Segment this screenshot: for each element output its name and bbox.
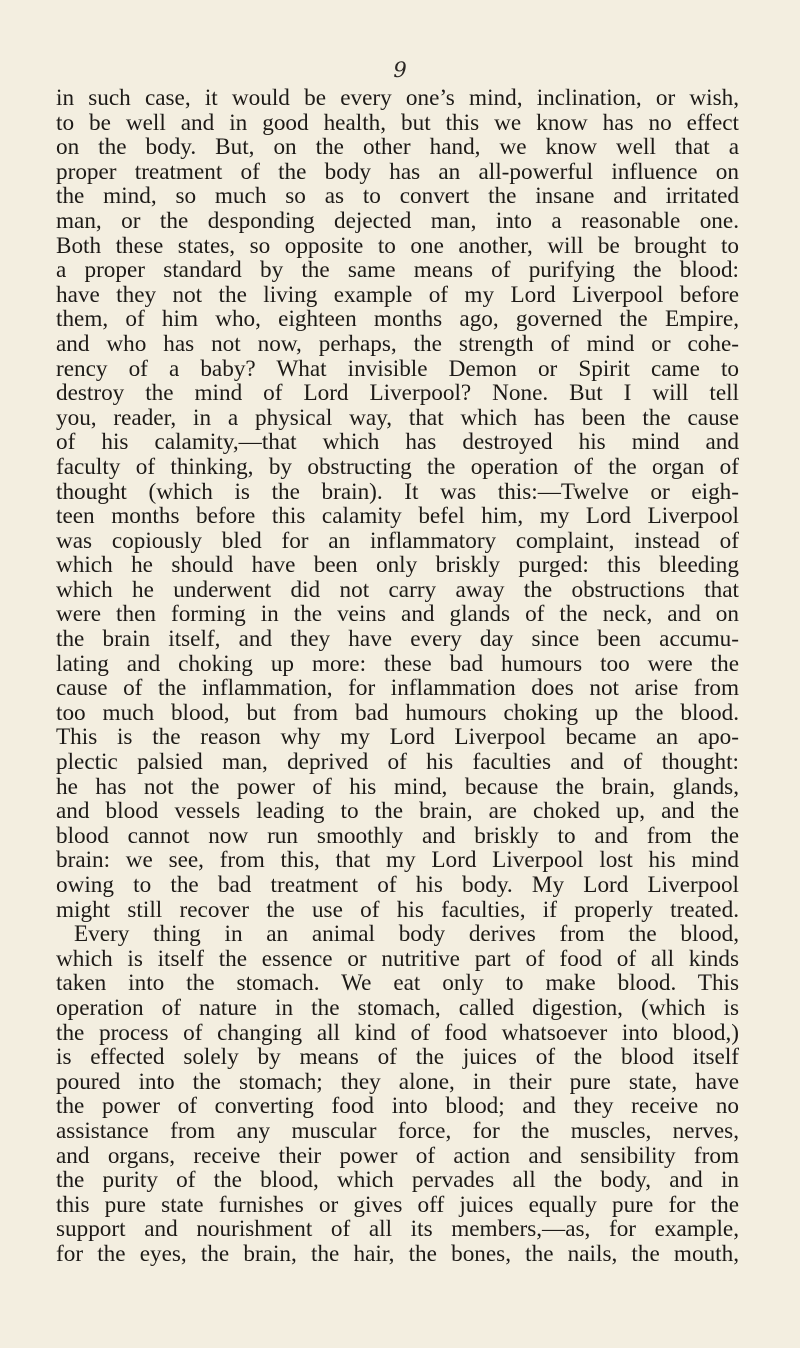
text-line: in such case, it would be every one’s mind, inclination, or wish, [56, 85, 739, 111]
text-line: he has not the power of his mind, because the brain, glands, [56, 773, 739, 800]
text-line: you, reader, in a physical way, that which has been the cause [56, 404, 739, 431]
text-line: proper treatment of the body has an all-powerful influence on [56, 158, 739, 185]
text-line: taken into the stomach. We eat only to make blood. This [56, 970, 739, 997]
text-line: the mind, so much so as to convert the insane and irritated [56, 183, 739, 210]
text-line: assistance from any muscular force, for the muscles, nerves, [56, 1117, 739, 1144]
text-line: This is the reason why my Lord Liverpool became an apo- [56, 724, 739, 751]
text-line: on the body. But, on the other hand, we know well that a [56, 134, 739, 161]
text-line: a proper standard by the same means of purifying the blood: [56, 257, 739, 284]
text-line: owing to the bad treatment of his body. My Lord Liverpool [56, 872, 739, 898]
text-line: destroy the mind of Lord Liverpool? None. But I will tell [56, 380, 739, 407]
text-line: operation of nature in the stomach, called digestion, (which is [56, 994, 739, 1021]
body-text [56, 86, 739, 1267]
text-line: faculty of thinking, by obstructing the operation of the organ of [56, 453, 739, 480]
text-line: which is itself the essence or nutritive part of food of all kinds [56, 945, 739, 972]
text-line: Both these states, so opposite to one another, will be brought to [56, 232, 739, 259]
text-line: might still recover the use of his faculties, if properly treated. [56, 896, 739, 923]
text-line: thought (which is the brain). It was this:—Twelve or eigh- [56, 478, 739, 505]
text-line: rency of a baby? What invisible Demon or Spirit came to [56, 355, 739, 382]
text-line: and blood vessels leading to the brain, are choked up, and the [56, 798, 739, 825]
text-line: of his calamity,—that which has destroyed his mind and [56, 429, 739, 456]
text-line: have they not the living example of my Lord Liverpool before [56, 281, 739, 308]
text-line: were then forming in the veins and glands of the neck, and on [56, 601, 739, 628]
text-line: too much blood, but from bad humours choking up the blood. [56, 699, 739, 726]
text-line: the process of changing all kind of food whatsoever into blood,) [56, 1019, 739, 1046]
text-line: support and nourishment of all its members,—as, for example, [56, 1216, 739, 1243]
text-line: the brain itself, and they have every day since been accumu- [56, 626, 739, 653]
text-line: lating and choking up more: these bad humours too were the [56, 650, 739, 677]
text-line: brain: we see, from this, that my Lord Liverpool lost his mind [56, 847, 739, 874]
text-line: teen months before this calamity befel him, my Lord Liverpool [56, 503, 739, 530]
text-line: the power of converting food into blood; and they receive no [56, 1093, 739, 1120]
text-line: for the eyes, the brain, the hair, the bones, the nails, the mouth, [56, 1240, 739, 1267]
text-line: is effected solely by means of the juices of the blood itself [56, 1044, 739, 1071]
text-line: was copiously bled for an inflammatory complaint, instead of [56, 527, 739, 554]
text-line: which he should have been only briskly purged: this bleeding [56, 552, 739, 579]
text-line: this pure state furnishes or gives off juices equally pure for the [56, 1191, 739, 1218]
text-line: them, of him who, eighteen months ago, governed the Empire, [56, 306, 739, 333]
text-line: blood cannot now run smoothly and briskly to and from the [56, 822, 739, 849]
text-line: the purity of the blood, which pervades all the body, and in [56, 1167, 739, 1194]
text-line: and who has not now, perhaps, the strength of mind or cohe- [56, 330, 739, 357]
text-line: to be well and in good health, but this we know has no effect [56, 109, 739, 136]
text-line: poured into the stomach; they alone, in their pure state, have [56, 1068, 739, 1095]
page-number: 9 [393, 58, 407, 82]
text-line: man, or the desponding dejected man, into a reasonable one. [56, 207, 739, 234]
text-line: Every thing in an animal body derives from the blood, [74, 921, 739, 948]
text-line: which he underwent did not carry away the obstructions that [56, 576, 739, 603]
text-line: and organs, receive their power of action and sensibility from [56, 1142, 739, 1169]
text-line: plectic palsied man, deprived of his faculties and of thought: [56, 749, 739, 776]
text-line: cause of the inflammation, for inflammation does not arise from [56, 675, 739, 702]
